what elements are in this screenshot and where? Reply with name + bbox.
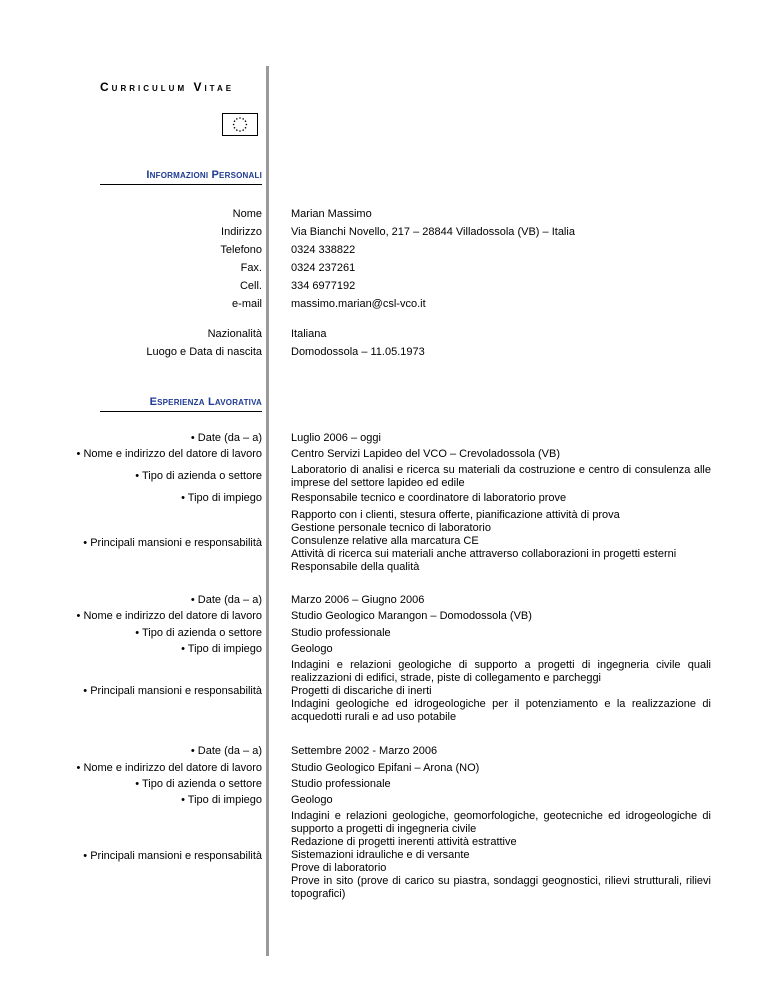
job-duty: Progetti di discariche di inerti xyxy=(291,685,432,697)
job-date: Settembre 2002 - Marzo 2006 xyxy=(291,745,438,757)
value-nationality: Italiana xyxy=(291,328,327,340)
label-address: Indirizzo xyxy=(221,226,262,238)
label-date: • Date (da – a) xyxy=(190,594,262,606)
section-underline xyxy=(100,411,262,412)
label-employer: • Nome e indirizzo del datore di lavoro xyxy=(76,448,262,460)
job-duty: Prove in sito (prove di carico su piastra, sondaggi geognostici, rilievi strutturali, rilievi topografici) xyxy=(291,875,711,900)
label-phone: Telefono xyxy=(220,244,262,256)
label-duties: • Principali mansioni e responsabilità xyxy=(83,685,262,697)
label-sector: • Tipo di azienda o settore xyxy=(135,627,262,639)
label-employer: • Nome e indirizzo del datore di lavoro xyxy=(76,610,262,622)
job-duty: Attività di ricerca sui materiali anche attraverso collaborazioni in progetti esterni xyxy=(291,548,677,560)
value-mobile: 334 6977192 xyxy=(291,280,356,292)
label-job: • Tipo di impiego xyxy=(181,492,262,504)
job-duty: Indagini e relazioni geologiche di supporto a progetti di ingegneria civile quali realizzazioni di edifici, strade, piste di collegamento e parcheggi xyxy=(291,659,711,684)
value-address: Via Bianchi Novello, 217 – 28844 Villadossola (VB) – Italia xyxy=(291,226,575,238)
label-mobile: Cell. xyxy=(239,280,262,292)
label-duties: • Principali mansioni e responsabilità xyxy=(83,850,262,862)
eu-flag-icon xyxy=(222,113,258,136)
job-sector: Studio professionale xyxy=(291,778,391,790)
job-date: Marzo 2006 – Giugno 2006 xyxy=(291,594,425,606)
job-duty: Sistemazioni idrauliche e di versante xyxy=(291,849,470,861)
job-sector: Laboratorio di analisi e ricerca su materiali da costruzione e centro di consulenza alle imprese del settore lapideo ed edile xyxy=(291,464,711,489)
label-job: • Tipo di impiego xyxy=(181,794,262,806)
value-name: Marian Massimo xyxy=(291,208,372,220)
column-divider xyxy=(266,66,269,956)
job-duty: Rapporto con i clienti, stesura offerte, pianificazione attività di prova xyxy=(291,509,620,521)
job-employer: Studio Geologico Epifani – Arona (NO) xyxy=(291,762,480,774)
label-sector: • Tipo di azienda o settore xyxy=(135,778,262,790)
label-duties: • Principali mansioni e responsabilità xyxy=(83,537,262,549)
label-birth: Luogo e Data di nascita xyxy=(146,346,262,358)
section-heading-experience: Esperienza Lavorativa xyxy=(149,396,262,408)
job-title: Geologo xyxy=(291,794,333,806)
job-duty: Responsabile della qualità xyxy=(291,561,420,573)
value-phone: 0324 338822 xyxy=(291,244,356,256)
job-duty: Gestione personale tecnico di laboratorio xyxy=(291,522,491,534)
job-duty: Prove di laboratorio xyxy=(291,862,387,874)
label-name: Nome xyxy=(232,208,262,220)
job-sector: Studio professionale xyxy=(291,627,391,639)
job-duty: Redazione di progetti inerenti attività estrattive xyxy=(291,836,517,848)
job-employer: Studio Geologico Marangon – Domodossola (VB) xyxy=(291,610,532,622)
label-sector: • Tipo di azienda o settore xyxy=(135,470,262,482)
label-employer: • Nome e indirizzo del datore di lavoro xyxy=(76,762,262,774)
section-heading-personal: Informazioni Personali xyxy=(146,169,262,181)
job-title: Responsabile tecnico e coordinatore di laboratorio prove xyxy=(291,492,567,504)
document-title: Curriculum Vitae xyxy=(100,80,235,94)
job-duty: Consulenze relative alla marcatura CE xyxy=(291,535,479,547)
job-employer: Centro Servizi Lapideo del VCO – Crevoladossola (VB) xyxy=(291,448,561,460)
value-email: massimo.marian@csl-vco.it xyxy=(291,298,426,310)
job-duty: Indagini e relazioni geologiche, geomorfologiche, geotecniche ed idrogeologiche di supporto a progetti di ingegneria civile xyxy=(291,810,711,835)
label-date: • Date (da – a) xyxy=(190,745,262,757)
job-title: Geologo xyxy=(291,643,333,655)
value-birth: Domodossola – 11.05.1973 xyxy=(291,346,425,358)
label-date: • Date (da – a) xyxy=(190,432,262,444)
job-date: Luglio 2006 – oggi xyxy=(291,432,381,444)
section-underline xyxy=(100,184,262,185)
label-fax: Fax. xyxy=(240,262,262,274)
job-duty: Indagini geologiche ed idrogeologiche per il potenziamento e la realizzazione di acquedotti rurali e ad uso potabile xyxy=(291,698,711,723)
value-fax: 0324 237261 xyxy=(291,262,356,274)
label-job: • Tipo di impiego xyxy=(181,643,262,655)
label-nationality: Nazionalità xyxy=(207,328,262,340)
label-email: e-mail xyxy=(232,298,262,310)
